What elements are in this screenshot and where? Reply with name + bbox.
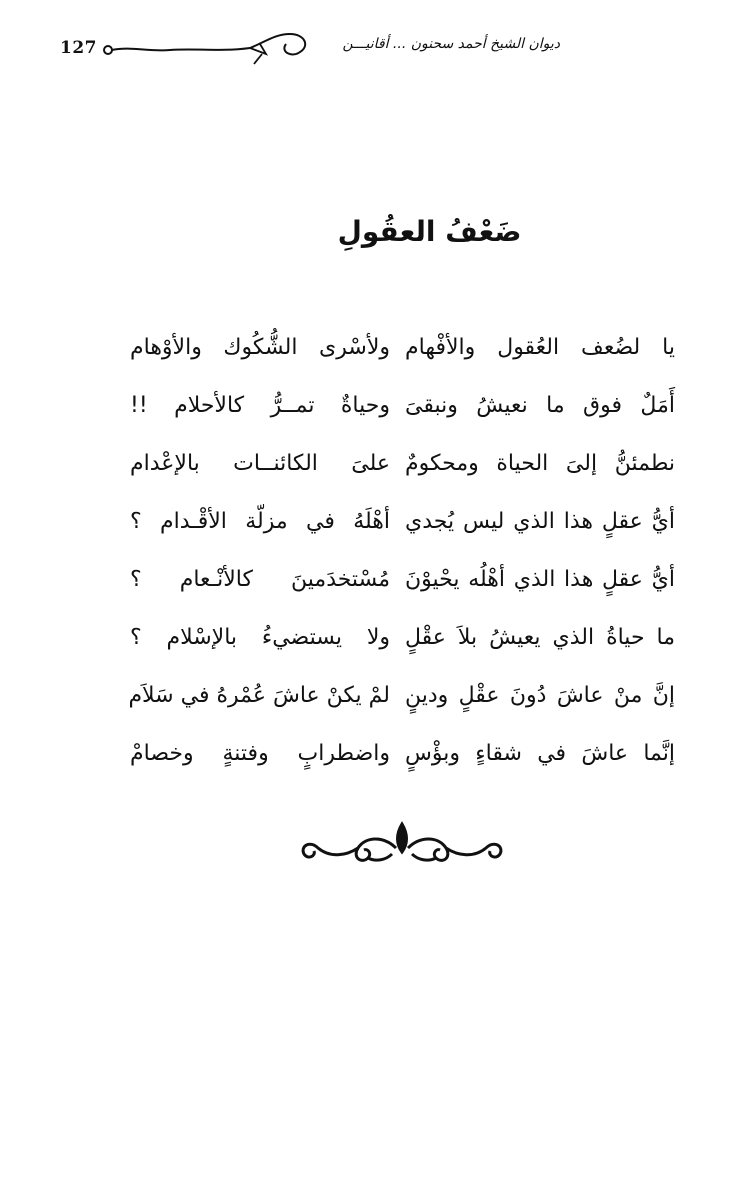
verse-first-hemistich: إنَّما عاشَ في شقاءٍ وبؤْسٍ — [405, 741, 675, 766]
verse-second-hemistich: ولأسْرى الشُّكُوك والأوْهام — [130, 335, 390, 360]
closing-scroll-ornament — [296, 818, 508, 866]
verse-second-hemistich: واضطرابٍ وفتنةٍ وخصامْ — [130, 741, 390, 766]
verse-first-hemistich: أيُّ عقلٍ هذا الذي أهْلُه يحْيوْنَ — [405, 567, 675, 592]
verse-line — [130, 612, 675, 670]
verse-second-hemistich: ولا يستضيءُ بالإسْلام ؟ — [130, 625, 390, 650]
header-flourish-ornament — [100, 28, 335, 74]
verse-first-hemistich: نطمئنُّ إلىَ الحياة ومحكومٌ — [405, 451, 675, 476]
verse-line — [130, 496, 675, 554]
poem-title-text: ضَعْفُ العقُولِ — [337, 215, 522, 248]
verse-second-hemistich: علىَ الكائنــات بالإعْدام — [130, 451, 390, 476]
verse-second-hemistich: أهْلَهُ في مزلّة الأقْـدام ؟ — [130, 509, 390, 534]
verse-second-hemistich: لمْ يكنْ عاشَ عُمْرهُ في سَلاَم — [128, 683, 390, 708]
verse-line — [130, 728, 675, 786]
verse-first-hemistich: إنَّ منْ عاشَ دُونَ عقْلٍ ودينٍ — [405, 683, 675, 708]
verse-second-hemistich: وحياةٌ تمــرُّ كالأحلام !! — [130, 393, 390, 418]
running-header — [60, 28, 560, 78]
verse-line — [130, 380, 675, 438]
page-number: 127 — [60, 38, 97, 58]
verse-line — [130, 670, 675, 728]
verse-second-hemistich: مُسْتخدَمينَ كالأنْـعام ؟ — [130, 567, 390, 592]
verse-line — [130, 554, 675, 612]
verse-first-hemistich: ما حياةُ الذي يعيشُ بلاَ عقْلٍ — [405, 625, 675, 650]
verse-first-hemistich: يا لضُعف العُقول والأفْهام — [405, 335, 675, 360]
poem-verses — [130, 322, 675, 786]
verse-first-hemistich: أيُّ عقلٍ هذا الذي ليس يُجدي — [405, 509, 675, 534]
verse-line — [130, 438, 675, 496]
verse-first-hemistich: أَمَلٌ فوق ما نعيشُ ونبقىَ — [405, 393, 675, 418]
header-title-line: ديوان الشيخ أحمد سحنون ... أقانيـــن — [342, 36, 560, 52]
poem-title — [0, 212, 749, 252]
header-title — [330, 34, 560, 54]
verse-line — [130, 322, 675, 380]
